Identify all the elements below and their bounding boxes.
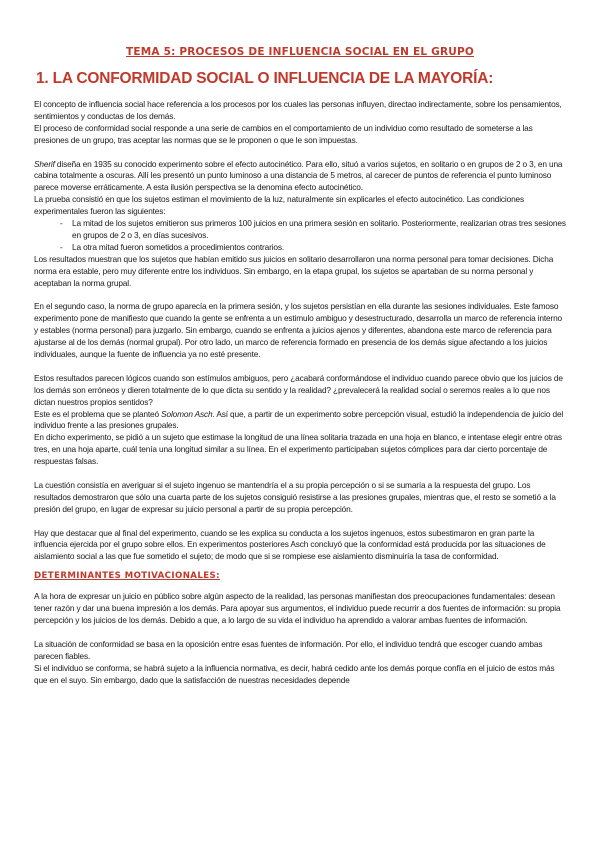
determinantes-paragraph-3: Si el individuo se conforma, se habrá sujeto a la influencia normativa, es decir, habrá cedido ante los demás porque confía en el juicio de estos más que en el suyo. Sin embargo, dado que la satisfacción de nuestras necesidades depende: [34, 662, 555, 685]
topic-label: TEMA 5: PROCESOS DE INFLUENCIA SOCIAL EN EL GRUPO: [126, 46, 474, 58]
section-title: 1. LA CONFORMIDAD SOCIAL O INFLUENCIA DE LA MAYORÍA:: [36, 70, 494, 87]
determinantes-heading: DETERMINANTES MOTIVACIONALES:: [34, 571, 220, 582]
asch-paragraph-5: Hay que destacar que al final del experimento, cuando se les explica su conducta a los sujetos ingenuos, estos subestimaron en gran parte la influencia ejercida por el grupo sobre ellos. En experimentos posteriores Asch concluyó que la conformidad está producida por las situaciones de aislamiento social a las que fue sometido el sujeto; de modo que si se rompiese ese aislamiento disminuiría la tasa de conformidad.: [34, 527, 546, 562]
asch-paragraph-2-pre: Este es el problema que se planteó: [34, 408, 162, 419]
sherif-paragraph-3: Los resultados muestran que los sujetos que habían emitido sus juicios en solitario desarrollaron una norma personal para tomar decisiones. Dicha norma era estable, pero muy diferente entre los individuos. Sin embargo, en la etapa grupal, los sujetos se apartaban de su norma personal y aceptaban la norma grupal.: [34, 253, 554, 288]
list-item: - La mitad de los sujetos emitieron sus primeros 100 juicios en una primera sesión en solitario. Posteriormente, realizarian otras tres sesiones en grupos de 2 o 3, en días sucesivos.: [34, 218, 566, 242]
intro-paragraph-1: El concepto de influencia social hace referencia a los procesos por los cuales las personas influyen, directao indirectamente, sobre los pensamientos, sentimientos y conductas de los demás.: [34, 99, 562, 121]
asch-paragraph-1: Estos resultados parecen lógicos cuando son estímulos ambiguos, pero ¿acabará conformándose el individuo cuando parece obvio que los juicios de los demás son erróneos y dieren totalmente de lo que dicta su sentido y la realidad? ¿prevalecerá la realidad social o seremos reales a lo que nos dictan nuestros propios sentidos?: [34, 372, 563, 407]
asch-paragraph-4: La cuestión consistía en averiguar si el sujeto ingenuo se mantendría el a su propia percepción o si se sumaría a la respuesta del grupo. Los resultados demostraron que sólo una cuarta parte de los sujetos consiguió resistirse a las presiones grupales, mientras que, el resto se sometió a la presión del grupo, en lugar de expresar su juicio personal a partir de su propia percepción.: [34, 479, 556, 514]
sherif-paragraph-2: La prueba consistió en que los sujetos estiman el movimiento de la luz, naturalmente sin explicarles el efecto autocinético. Las condiciones experimentales fueron las siguientes:: [34, 194, 525, 217]
document-body: [34, 99, 566, 686]
determinantes-paragraph-1: A la hora de expresar un juicio en público sobre algún aspecto de la realidad, las personas manifiestan dos preocupaciones fundamentales: desean tener razón y dar una buena impresión a los demás. Para apoyar sus argumentos, el individuo puede recurrir a dos fuentes de información: su propia percepción y los juicios de los demás. Debido a que, a lo largo de su vida el individuo ha aprendido a valorar ambas fuentes de información.: [34, 591, 561, 625]
determinantes-paragraph-2: La situación de conformidad se basa en la oposición entre esas fuentes de información. Por ello, el individuo tendrá que escoger cuando ambas parecen fiables.: [34, 638, 543, 661]
sherif-name: Sherif: [34, 158, 55, 169]
sherif-paragraph-4: En el segundo caso, la norma de grupo aparecía en la primera sesión, y los sujetos persistían en ella durante las sesiones individuales. Este famoso experimento pone de manifiesto que cuando la gente se enfrenta a un estimulo ambiguo y desestructurado, desarrolla un marco de referencia interno y estables (norma personal) para juzgarlo. Sin embargo, cuando se enfrenta a juicios ajenos y diferentes, abandona este marco de referencia para ajustarse al de los demás (normal grupal). Por otro lado, un marco de referencia formado en presencia de los demás sigue afectando a los juicios individuales, aunque la fuente de influencia ya no esté presente.: [34, 301, 563, 359]
asch-paragraph-2-post: . Así que, a partir de un experimento sobre percepción visual, estudió la independencia de juicio del individuo frente a las presiones grupales.: [34, 408, 564, 431]
sherif-paragraph-1: [34, 159, 566, 195]
asch-name: Solomon Asch: [161, 408, 213, 419]
sherif-paragraph-1-text: diseña en 1935 su conocido experimento sobre el efecto autocinético. Para ello, situó a varios sujetos, en solitario o en grupos de 2 o 3, en una cabina totalmente a oscuras. Allí les presentó un punto luminoso a una distancia de 5 metros, al carecer de puntos de referencia el punto luminoso parece moverse erráticamente. A esta ilusión perspectiva se la denomina efecto autocinético.: [34, 158, 563, 193]
conditions-list: [34, 218, 566, 254]
list-item: - La otra mitad fueron sometidos a procedimientos contrarios.: [34, 242, 566, 254]
asch-paragraph-2: [34, 409, 566, 433]
topic-heading: [0, 46, 600, 58]
asch-paragraph-3: En dicho experimento, se pidió a un sujeto que estimase la longitud de una línea solitaria trazada en una hoja en blanco, e intentase elegir entre otras tres, en una hoja aparte, cuál tenía una longitud similar a su línea. En el experimento participaban sujetos cómplices para dar cierto porcentaje de respuestas falsas.: [34, 432, 562, 467]
intro-paragraph-2: El proceso de conformidad social responde a una serie de cambios en el comportamiento de un individuo como resultado de someterse a las presiones de un grupo, tras aceptar las normas que se le proponen o que le son impuestas.: [34, 122, 533, 145]
